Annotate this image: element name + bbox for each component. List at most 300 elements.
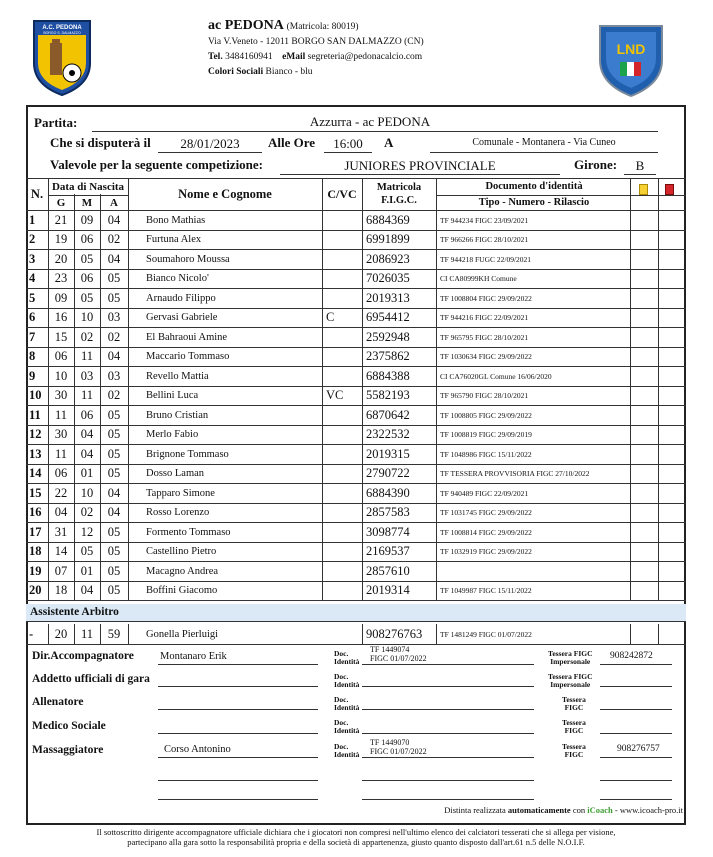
- dir-doc-2: FIGC 01/07/2022: [370, 654, 427, 663]
- player-doc: TF 965795 FIGC 28/10/2021: [440, 332, 529, 342]
- player-name: Castellino Pietro: [146, 546, 217, 558]
- medico-doc-label-1: Doc.: [334, 718, 349, 727]
- credit-app: iCoach: [587, 805, 613, 815]
- player-cvc: [322, 406, 366, 425]
- table-row: [26, 387, 686, 407]
- date-value: 28/01/2023: [180, 136, 240, 151]
- grid-vline: [436, 178, 437, 601]
- grid-vline: [658, 178, 659, 601]
- credit-con: con: [572, 805, 586, 815]
- girone-value: B: [635, 158, 645, 173]
- assistente-sep: [48, 624, 49, 645]
- player-n: 13: [29, 446, 42, 461]
- addetto-tessera-label: [548, 673, 593, 689]
- allenatore-tessera-line: [600, 709, 672, 710]
- player-matricola: 2375862: [366, 349, 410, 364]
- allenatore-tessera-label-1: Tessera: [562, 695, 586, 704]
- table-row: [26, 562, 686, 582]
- player-a: 03: [107, 310, 121, 325]
- addetto-label: Addetto ufficiali di gara: [32, 673, 150, 685]
- blank-line: [158, 780, 318, 781]
- addetto-tessera-line: [600, 686, 672, 687]
- player-n: 5: [29, 290, 36, 305]
- competition-value: JUNIORES PROVINCIALE: [344, 158, 496, 173]
- player-doc: TF 944234 FIGC 23/09/2021: [440, 215, 529, 225]
- player-matricola: 2322532: [366, 427, 410, 442]
- player-a: 04: [107, 485, 121, 500]
- player-doc: CI CA76020GL Comune 16/06/2020: [440, 371, 552, 381]
- mass-doc-line: [362, 757, 534, 758]
- player-cvc: [322, 543, 366, 562]
- player-n: 11: [29, 407, 41, 422]
- col-matricola-header-2: F.I.G.C.: [381, 195, 417, 206]
- dir-doc-1: TF 1449074: [370, 645, 410, 654]
- allenatore-doc-line: [362, 709, 534, 710]
- player-doc: TF TESSERA PROVVISORIA FIGC 27/10/2022: [440, 469, 590, 479]
- player-doc: TF 1008819 FIGC 29/09/2019: [440, 430, 532, 440]
- player-matricola: 2019314: [366, 583, 410, 598]
- assistente-sep: [436, 624, 437, 645]
- player-n: 12: [29, 427, 42, 442]
- table-header: [26, 178, 686, 211]
- player-doc: TF 944216 FIGC 22/09/2021: [440, 313, 529, 323]
- player-cvc: [322, 484, 366, 503]
- player-name: Revello Mattia: [146, 370, 209, 382]
- table-row: [26, 250, 686, 270]
- dir-name: Montanaro Erik: [160, 651, 227, 662]
- red-card-icon: [665, 184, 674, 195]
- credit-url: - www.icoach-pro.it: [614, 805, 683, 815]
- player-g: 04: [54, 505, 68, 520]
- mass-line: [158, 757, 318, 758]
- player-name: Tapparo Simone: [146, 487, 215, 499]
- table-row: [26, 465, 686, 485]
- table-row: [26, 484, 686, 504]
- player-n: 19: [29, 563, 42, 578]
- blank-line: [362, 799, 534, 800]
- player-m: 11: [80, 388, 94, 403]
- player-name: Merlo Fabio: [146, 429, 199, 441]
- dir-label: Dir.Accompagnatore: [32, 650, 134, 662]
- credit-auto: automaticamente: [507, 805, 571, 815]
- allenatore-line: [158, 709, 318, 710]
- player-matricola: 2592948: [366, 329, 410, 344]
- footer-line-1: Il sottoscritto dirigente accompagnatore ufficiale dichiara che i giocatori non compresi nell'ultimo elenco dei calciatori tesserati che si allega per visione,: [96, 827, 616, 837]
- col-doc-header-2: Tipo - Numero - Rilascio: [478, 197, 590, 208]
- mass-tessera: 908276757: [617, 744, 660, 754]
- table-row: [26, 426, 686, 446]
- player-matricola: 6991899: [366, 232, 410, 247]
- mass-doc-2: FIGC 01/07/2022: [370, 747, 427, 756]
- player-cvc: [322, 523, 366, 542]
- player-m: 10: [80, 485, 94, 500]
- medico-tessera-label-1: Tessera: [562, 718, 586, 727]
- club-logo: [30, 17, 94, 97]
- table-row: [26, 289, 686, 309]
- mass-name: Corso Antonino: [164, 744, 231, 755]
- player-a: 05: [107, 407, 121, 422]
- player-name: Bellini Luca: [146, 390, 199, 402]
- player-m: 04: [80, 427, 94, 442]
- player-cvc: C: [326, 310, 335, 325]
- player-doc: TF 1032919 FIGC 29/09/2022: [440, 547, 532, 557]
- player-matricola: 6884390: [366, 485, 410, 500]
- player-m: 01: [80, 466, 94, 481]
- player-a: 05: [107, 544, 121, 559]
- player-cvc: [322, 250, 366, 269]
- player-matricola: 2019315: [366, 446, 410, 461]
- col-g-header: G: [56, 197, 66, 209]
- player-m: 01: [80, 563, 94, 578]
- player-g: 06: [54, 466, 68, 481]
- player-cvc: [322, 270, 366, 289]
- player-a: 04: [107, 505, 121, 520]
- player-n: 16: [29, 505, 42, 520]
- player-cvc: [322, 504, 366, 523]
- competition-line: [280, 174, 560, 175]
- logo-text-top: A.C. PEDONA: [42, 25, 82, 31]
- player-n: 2: [29, 232, 36, 247]
- player-cvc: [322, 582, 366, 601]
- medico-line: [158, 733, 318, 734]
- email-label: eMail: [282, 52, 306, 62]
- assistente-sep: [658, 624, 659, 645]
- col-cvc-header: C/VC: [327, 187, 357, 201]
- col-matricola-header: [362, 181, 436, 207]
- dir-doc: [370, 645, 427, 663]
- club-header: [208, 18, 424, 80]
- player-matricola: 7026035: [366, 271, 410, 286]
- club-email: segreteria@pedonacalcio.com: [307, 52, 423, 62]
- player-name: Bono Mathias: [146, 214, 206, 226]
- table-row: [26, 348, 686, 368]
- player-m: 05: [80, 544, 94, 559]
- player-cvc: VC: [326, 388, 344, 403]
- player-doc: TF 1048986 FIGC 15/11/2022: [440, 449, 532, 459]
- partita-line: [92, 131, 658, 132]
- date-label: Che si disputerà il: [50, 135, 151, 150]
- player-g: 18: [54, 583, 68, 598]
- addetto-line: [158, 686, 318, 687]
- player-n: 7: [29, 329, 36, 344]
- assistente-sep: [74, 624, 75, 645]
- club-address: Via V.Veneto - 12011 BORGO SAN DALMAZZO (CN): [208, 37, 424, 47]
- assistente-name: Gonella Pierluigi: [146, 628, 219, 640]
- blank-line: [362, 780, 534, 781]
- player-m: 10: [80, 310, 94, 325]
- mass-label: Massaggiatore: [32, 744, 104, 756]
- player-doc: TF 940489 FIGC 22/09/2021: [440, 488, 529, 498]
- player-m: 04: [80, 446, 94, 461]
- dir-doc-label-2: Identità: [334, 657, 360, 666]
- player-g: 11: [54, 446, 68, 461]
- dir-doc-label-1: Doc.: [334, 649, 349, 658]
- player-name: Gervasi Gabriele: [146, 312, 218, 324]
- allenatore-tessera-label: [562, 696, 586, 712]
- footer-line-2: partecipano alla gara sotto la responsabilità propria e della società di appartenenza, giusto quanto disposto dall'art.61 n.5 delle N.O.I.F.: [127, 837, 585, 847]
- player-a: 05: [107, 466, 121, 481]
- dir-doc-line: [362, 664, 534, 665]
- grid-vline: [630, 178, 631, 601]
- player-m: 06: [80, 271, 94, 286]
- player-g: 30: [54, 388, 68, 403]
- player-cvc: [322, 445, 366, 464]
- date-line: [158, 152, 262, 153]
- player-cvc: [322, 231, 366, 250]
- player-doc: CI CA80999KH Comune: [440, 274, 517, 284]
- allenatore-doc-label-1: Doc.: [334, 695, 349, 704]
- player-matricola: 6884369: [366, 212, 410, 227]
- player-matricola: 2857610: [366, 563, 410, 578]
- player-n: 1: [29, 212, 36, 227]
- player-a: 05: [107, 271, 121, 286]
- player-doc: TF 1030634 FIGC 29/09/2022: [440, 352, 532, 362]
- player-doc: TF 1049987 FIGC 15/11/2022: [440, 586, 532, 596]
- table-row: [26, 406, 686, 426]
- player-matricola: 2857583: [366, 505, 410, 520]
- player-m: 03: [80, 368, 94, 383]
- dir-tessera: 908242872: [610, 651, 653, 661]
- player-matricola: 2169537: [366, 544, 410, 559]
- dir-doc-label: [334, 650, 359, 666]
- grid-vline: [48, 178, 49, 601]
- partita-value: Azzurra - ac PEDONA: [309, 114, 431, 129]
- player-cvc: [322, 562, 366, 581]
- player-a: 05: [107, 583, 121, 598]
- table-row: [26, 211, 686, 231]
- medico-doc-label: [334, 719, 359, 735]
- assistente-doc: TF 1481249 FIGC 01/07/2022: [440, 629, 532, 639]
- assistente-matricola: 908276763: [366, 626, 423, 641]
- table-row: [26, 270, 686, 290]
- player-a: 04: [107, 251, 121, 266]
- medico-tessera-label: [562, 719, 586, 735]
- player-name: El Bahraoui Amine: [146, 331, 228, 343]
- addetto-doc-line: [362, 686, 534, 687]
- blank-line: [600, 799, 672, 800]
- yellow-card-icon: [639, 184, 648, 195]
- medico-tessera-label-2: FIGC: [564, 726, 584, 735]
- credit-line: [444, 805, 683, 815]
- player-n: 4: [29, 271, 36, 286]
- player-g: 10: [54, 368, 68, 383]
- mass-doc-1: TF 1449070: [370, 738, 410, 747]
- player-m: 02: [80, 505, 94, 520]
- player-g: 30: [54, 427, 68, 442]
- player-a: 02: [107, 329, 121, 344]
- player-cvc: [322, 348, 366, 367]
- player-g: 19: [54, 232, 68, 247]
- player-g: 11: [54, 407, 68, 422]
- allenatore-doc-label: [334, 696, 359, 712]
- player-m: 04: [80, 583, 94, 598]
- player-n: 6: [29, 310, 36, 325]
- player-cvc: [322, 328, 366, 347]
- player-cvc: [322, 367, 366, 386]
- player-g: 22: [54, 485, 68, 500]
- table-row: [26, 523, 686, 543]
- table-row: [26, 543, 686, 563]
- player-a: 03: [107, 368, 121, 383]
- player-matricola: 6954412: [366, 310, 410, 325]
- player-matricola: 5582193: [366, 388, 410, 403]
- dir-tessera-line: [600, 664, 672, 665]
- grid-vline: [362, 178, 363, 601]
- allenatore-doc-label-2: Identità: [334, 703, 360, 712]
- player-g: 20: [54, 251, 68, 266]
- assistente-section-label: Assistente Arbitro: [26, 604, 686, 622]
- player-m: 09: [80, 212, 94, 227]
- player-name: Bruno Cristian: [146, 409, 209, 421]
- blank-line: [600, 780, 672, 781]
- partita-label: Partita:: [34, 115, 78, 130]
- player-cvc: [322, 426, 366, 445]
- lnd-logo: [596, 22, 666, 98]
- lnd-logo-text: LND: [616, 41, 646, 57]
- club-name: ac PEDONA: [208, 18, 284, 33]
- player-n: 17: [29, 524, 42, 539]
- blank-line: [158, 799, 318, 800]
- player-m: 05: [80, 290, 94, 305]
- addetto-doc-label-1: Doc.: [334, 672, 349, 681]
- mass-doc: [370, 738, 427, 756]
- assistente-sep: [100, 624, 101, 645]
- player-a: 02: [107, 232, 121, 247]
- player-a: 05: [107, 290, 121, 305]
- col-doc-header-1: Documento d'identità: [436, 179, 632, 196]
- player-matricola: 2790722: [366, 466, 410, 481]
- player-cvc: [322, 465, 366, 484]
- player-doc: TF 1031745 FIGC 29/09/2022: [440, 508, 532, 518]
- mass-tessera-line: [600, 757, 672, 758]
- player-m: 05: [80, 251, 94, 266]
- club-colors: Bianco - blu: [265, 67, 313, 77]
- player-doc: TF 966266 FIGC 28/10/2021: [440, 235, 529, 245]
- player-name: Soumahoro Moussa: [146, 253, 230, 265]
- logo-text-sub: BORGO S. DALMAZZO: [43, 31, 81, 35]
- player-a: 04: [107, 212, 121, 227]
- player-name: Macagno Andrea: [146, 565, 219, 577]
- player-m: 12: [80, 524, 94, 539]
- addetto-tessera-label-1: Tessera FIGC: [548, 672, 593, 681]
- player-a: 04: [107, 349, 121, 364]
- player-matricola: 6884388: [366, 368, 410, 383]
- player-n: 3: [29, 251, 36, 266]
- tel-label: Tel.: [208, 52, 223, 62]
- player-n: 8: [29, 349, 36, 364]
- player-a: 05: [107, 563, 121, 578]
- table-row: [26, 328, 686, 348]
- dir-line: [158, 664, 318, 665]
- col-a-header: A: [110, 197, 118, 209]
- medico-tessera-line: [600, 733, 672, 734]
- player-g: 21: [54, 212, 68, 227]
- player-matricola: 6870642: [366, 407, 410, 422]
- player-name: Rosso Lorenzo: [146, 507, 210, 519]
- assistente-sep: [362, 624, 363, 645]
- mass-doc-label-1: Doc.: [334, 742, 349, 751]
- player-name: Maccario Tommaso: [146, 351, 230, 363]
- table-row: [26, 367, 686, 387]
- player-g: 09: [54, 290, 68, 305]
- player-a: 05: [107, 446, 121, 461]
- player-matricola: 2086923: [366, 251, 410, 266]
- player-m: 06: [80, 407, 94, 422]
- player-cvc: [322, 211, 366, 230]
- mass-doc-label-2: Identità: [334, 750, 360, 759]
- competition-label: Valevole per la seguente competizione:: [50, 157, 264, 172]
- player-n: 10: [29, 388, 42, 403]
- colors-label: Colori Sociali: [208, 67, 264, 77]
- time-line: [324, 152, 372, 153]
- col-matricola-header-1: Matricola: [376, 182, 422, 193]
- club-matricola: (Matricola: 80019): [286, 22, 359, 32]
- girone-line: [624, 174, 656, 175]
- player-g: 07: [54, 563, 68, 578]
- player-g: 31: [54, 524, 68, 539]
- player-name: Bianco Nicolo': [146, 273, 209, 285]
- player-a: 05: [107, 427, 121, 442]
- grid-vline: [100, 194, 101, 601]
- time-value: 16:00: [333, 136, 363, 151]
- player-matricola: 2019313: [366, 290, 410, 305]
- dir-tessera-label: [548, 650, 593, 666]
- table-row: [26, 504, 686, 524]
- player-doc: [436, 562, 634, 581]
- table-row: [26, 231, 686, 251]
- mass-doc-label: [334, 743, 359, 759]
- player-g: 14: [54, 544, 68, 559]
- table-row: [26, 445, 686, 465]
- dir-tessera-label-2: Impersonale: [550, 657, 591, 666]
- club-tel: 3484160941: [225, 52, 273, 62]
- dir-tessera-label-1: Tessera FIGC: [548, 649, 593, 658]
- mass-tessera-label-1: Tessera: [562, 742, 586, 751]
- allenatore-label: Allenatore: [32, 696, 84, 708]
- footer-note: [26, 827, 686, 847]
- assistente-sep: [630, 624, 631, 645]
- player-n: 20: [29, 583, 42, 598]
- col-m-header: M: [81, 197, 93, 209]
- place-value: Comunale - Montanera - Via Cuneo: [472, 137, 616, 148]
- player-a: 05: [107, 524, 121, 539]
- girone-label: Girone:: [574, 157, 618, 172]
- medico-doc-line: [362, 733, 534, 734]
- grid-vline: [128, 178, 129, 601]
- player-n: 9: [29, 368, 36, 383]
- mass-tessera-label-2: FIGC: [564, 750, 584, 759]
- place-line: [430, 152, 658, 153]
- player-name: Formento Tommaso: [146, 526, 231, 538]
- player-doc: TF 1008805 FIGC 29/09/2022: [440, 410, 532, 420]
- player-matricola: 3098774: [366, 524, 410, 539]
- player-name: Dosso Laman: [146, 468, 205, 480]
- col-n-header: N.: [30, 187, 44, 201]
- credit-pre: Distinta realizzata: [444, 805, 506, 815]
- table-row: [26, 582, 686, 602]
- assistente-a: 59: [107, 626, 121, 641]
- player-cvc: [322, 289, 366, 308]
- player-name: Boffini Giacomo: [146, 585, 218, 597]
- addetto-doc-label-2: Identità: [334, 680, 360, 689]
- assistente-n: -: [29, 626, 34, 641]
- col-birth-header: Data di Nascita: [48, 179, 128, 196]
- player-a: 02: [107, 388, 121, 403]
- player-doc: TF 965790 FIGC 28/10/2021: [440, 391, 529, 401]
- player-g: 06: [54, 349, 68, 364]
- addetto-doc-label: [334, 673, 359, 689]
- player-doc: TF 1008804 FIGC 29/09/2022: [440, 293, 532, 303]
